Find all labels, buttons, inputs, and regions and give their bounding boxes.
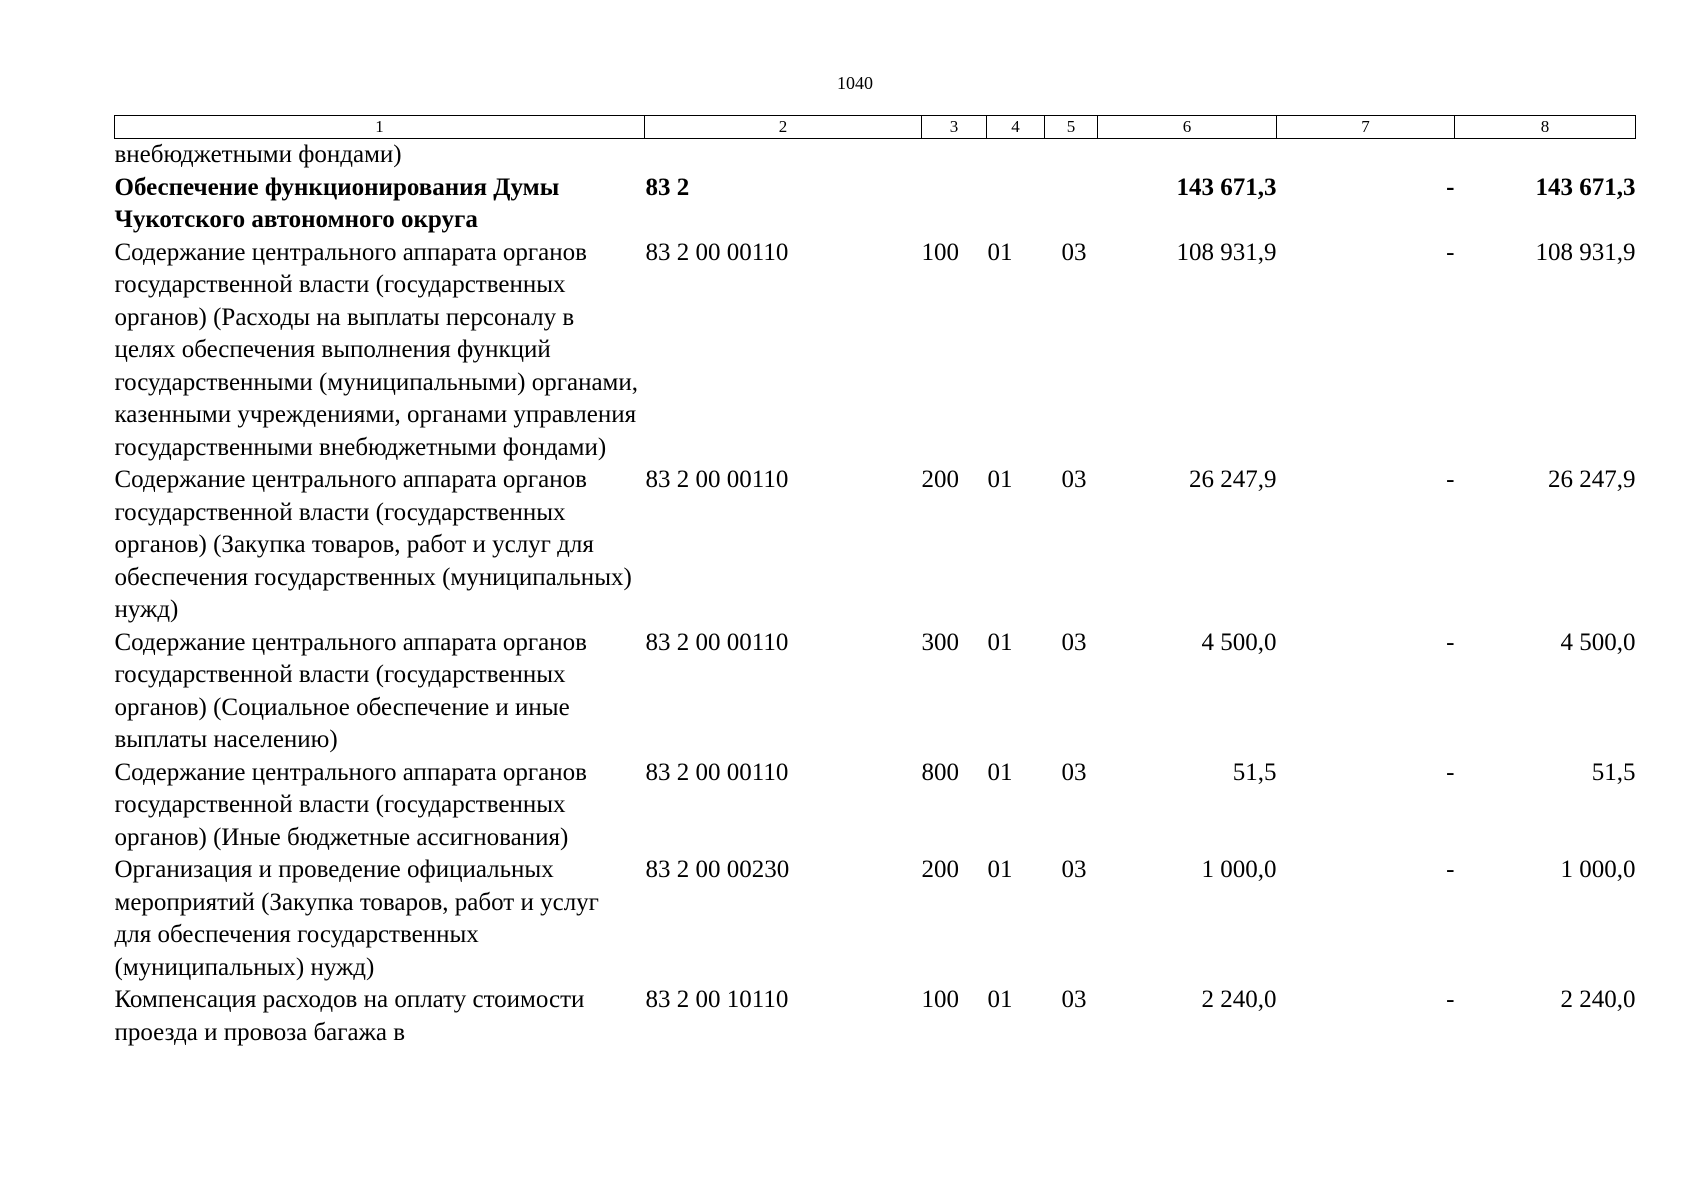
- total-cell: 2 240,0: [1560, 986, 1636, 1013]
- subsection-cell: 03: [1061, 238, 1087, 266]
- target-code-cell: 83 2 00 00230: [645, 856, 790, 883]
- row-name-cell: Обеспечение функционирования Думы Чукотского автономного округа: [114, 173, 560, 233]
- change-cell: -: [1446, 466, 1455, 493]
- amount-cell: 51,5: [1232, 758, 1277, 786]
- subsection-cell: 03: [1061, 758, 1087, 786]
- row-name-cell: Содержание центрального аппарата органов государственной власти (государственных органов) (Иные бюджетные ассигнования): [114, 758, 587, 851]
- change-cell: -: [1446, 856, 1455, 883]
- amount-cell: 1 000,0: [1201, 856, 1277, 883]
- table-row: [115, 757, 1636, 855]
- amount-cell: [1098, 139, 1277, 172]
- subsection-cell: 03: [1061, 628, 1087, 656]
- row-name-cell: Содержание центрального аппарата органов государственной власти (государственных органов) (Расходы на выплаты персоналу в целях обеспечения выполнения функций государственными (муниципальными) органами, казенными учреждениями, органами управления государственными внебюджетными фондами): [114, 238, 638, 461]
- table-row: [115, 854, 1636, 984]
- column-number: 1: [115, 116, 645, 139]
- column-number-header: [115, 116, 1636, 139]
- section-cell: 01: [987, 628, 1013, 656]
- subsection-cell: 03: [1061, 466, 1087, 493]
- change-cell: -: [1446, 628, 1455, 656]
- column-number: 6: [1098, 116, 1277, 139]
- column-number: 7: [1277, 116, 1455, 139]
- section-cell: [987, 139, 1045, 172]
- change-cell: -: [1446, 173, 1455, 201]
- expense-type-cell: [922, 139, 987, 172]
- change-cell: -: [1446, 238, 1455, 266]
- expense-type-cell: [922, 172, 987, 237]
- table-body: [115, 139, 1636, 1050]
- expense-type-cell: 200: [921, 466, 959, 493]
- amount-cell: 143 671,3: [1176, 173, 1277, 201]
- total-cell: 26 247,9: [1548, 466, 1636, 493]
- subsection-cell: [1045, 172, 1098, 237]
- change-cell: [1277, 139, 1455, 172]
- row-name-cell: Содержание центрального аппарата органов государственной власти (государственных органов) (Закупка товаров, работ и услуг для обеспечения государственных (муниципальных) нужд): [114, 466, 632, 623]
- amount-cell: 108 931,9: [1176, 238, 1277, 266]
- column-number: 4: [987, 116, 1045, 139]
- amount-cell: 26 247,9: [1189, 466, 1277, 493]
- expense-type-cell: 300: [921, 628, 959, 656]
- subsection-cell: 03: [1061, 986, 1087, 1013]
- section-cell: 01: [987, 466, 1013, 493]
- change-cell: -: [1446, 758, 1455, 786]
- budget-table: [114, 115, 1636, 1049]
- amount-cell: 2 240,0: [1201, 986, 1277, 1013]
- row-name-cell: Компенсация расходов на оплату стоимости проезда и провоза багажа в: [114, 986, 585, 1046]
- total-cell: [1455, 139, 1636, 172]
- column-number: 3: [922, 116, 987, 139]
- row-name-cell: внебюджетными фондами): [114, 141, 402, 168]
- target-code-cell: 83 2 00 00110: [645, 758, 789, 786]
- column-number: 8: [1455, 116, 1636, 139]
- section-cell: 01: [987, 238, 1013, 266]
- expense-type-cell: 800: [921, 758, 959, 786]
- target-code-cell: [645, 139, 922, 172]
- amount-cell: 4 500,0: [1201, 628, 1277, 656]
- change-cell: -: [1446, 986, 1455, 1013]
- column-number: 2: [645, 116, 922, 139]
- table-row: [115, 139, 1636, 172]
- total-cell: 108 931,9: [1535, 238, 1636, 266]
- row-name-cell: Содержание центрального аппарата органов государственной власти (государственных органов) (Социальное обеспечение и иные выплаты населению): [114, 628, 587, 753]
- expense-type-cell: 100: [921, 238, 959, 266]
- target-code-cell: 83 2 00 00110: [645, 238, 789, 266]
- table-row: [115, 172, 1636, 237]
- target-code-cell: 83 2 00 00110: [645, 628, 789, 656]
- table-row: [115, 627, 1636, 757]
- section-cell: 01: [987, 986, 1013, 1013]
- total-cell: 143 671,3: [1535, 173, 1636, 201]
- target-code-cell: 83 2: [645, 173, 690, 201]
- table-row: [115, 464, 1636, 627]
- subsection-cell: [1045, 139, 1098, 172]
- row-name-cell: Организация и проведение официальных мероприятий (Закупка товаров, работ и услуг для обеспечения государственных (муниципальных) нужд): [114, 856, 599, 981]
- subsection-cell: 03: [1061, 856, 1087, 883]
- section-cell: 01: [987, 856, 1013, 883]
- expense-type-cell: 100: [921, 986, 959, 1013]
- column-number: 5: [1045, 116, 1098, 139]
- expense-type-cell: 200: [921, 856, 959, 883]
- total-cell: 1 000,0: [1560, 856, 1636, 883]
- page-number: 1040: [837, 73, 873, 93]
- total-cell: 4 500,0: [1560, 628, 1636, 656]
- section-cell: [987, 172, 1045, 237]
- section-cell: 01: [987, 758, 1013, 786]
- target-code-cell: 83 2 00 10110: [645, 986, 789, 1013]
- target-code-cell: 83 2 00 00110: [645, 466, 789, 493]
- table-row: [115, 237, 1636, 465]
- total-cell: 51,5: [1591, 758, 1636, 786]
- table-row: [115, 984, 1636, 1049]
